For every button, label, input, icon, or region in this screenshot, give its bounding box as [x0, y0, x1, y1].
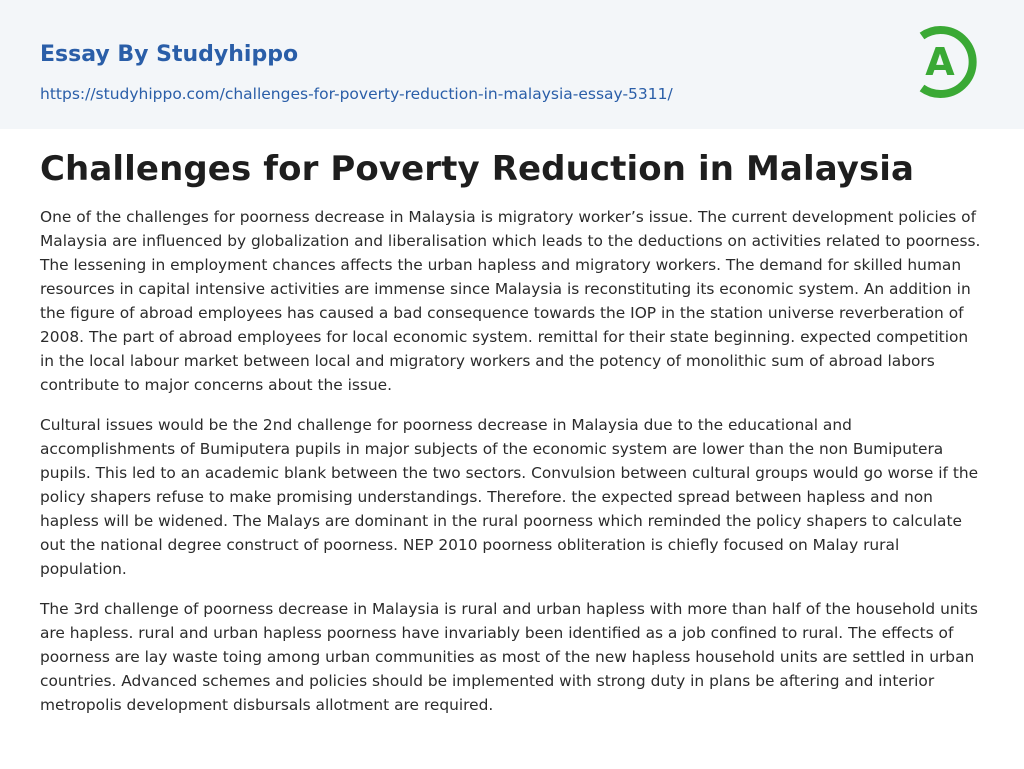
article-title: Challenges for Poverty Reduction in Malaysia [40, 149, 915, 189]
letter-a-ring-logo-icon[interactable] [914, 20, 986, 104]
article-paragraph: One of the challenges for poorness decrease in Malaysia is migratory worker’s issue. The current development policies of Malaysia are influenced by globalization and liberalisation which leads to the deductions on activities related to poorness. The lessening in employment chances affects the urban hapless and migratory workers. The demand for skilled human resources in capital intensive activities are immense since Malaysia is reconstituting its economic system. An addition in the figure of abroad employees has caused a bad consequence towards the IOP in the station universe reverberation of 2008. The part of abroad employees for local economic system. remittal for their state beginning. expected competition in the local labour market between local and migratory workers and the potency of monolithic sum of abroad labors contribute to major concerns about the issue. [40, 208, 981, 394]
article-paragraph: Cultural issues would be the 2nd challenge for poorness decrease in Malaysia due to the educational and accomplishments of Bumiputera pupils in major subjects of the economic system are lower than the non Bumiputera pupils. This led to an academic blank between the two sectors. Convulsion between cultural groups would go worse if the policy shapers refuse to make promising understandings. Therefore. the expected spread between hapless and non hapless will be widened. The Malays are dominant in the rural poorness which reminded the policy shapers to calculate out the national degree construct of poorness. NEP 2010 poorness obliteration is chiefly focused on Malay rural population. [40, 416, 979, 578]
site-header [0, 0, 1024, 129]
article-url-link[interactable]: https://studyhippo.com/challenges-for-poverty-reduction-in-malaysia-essay-5311/ [40, 85, 673, 103]
logo-letter: A [925, 40, 955, 84]
article [0, 147, 1024, 717]
site-brand[interactable]: Essay By Studyhippo [40, 42, 299, 67]
article-paragraph: The 3rd challenge of poorness decrease in Malaysia is rural and urban hapless with more than half of the household units are hapless. rural and urban hapless poorness have invariably been identified as a job confined to rural. The effects of poorness are lay waste toing among urban communities as most of the new hapless household units are settled in urban countries. Advanced schemes and policies should be implemented with strong duty in plans be aftering and interior metropolis development disbursals allotment are required. [40, 600, 978, 714]
